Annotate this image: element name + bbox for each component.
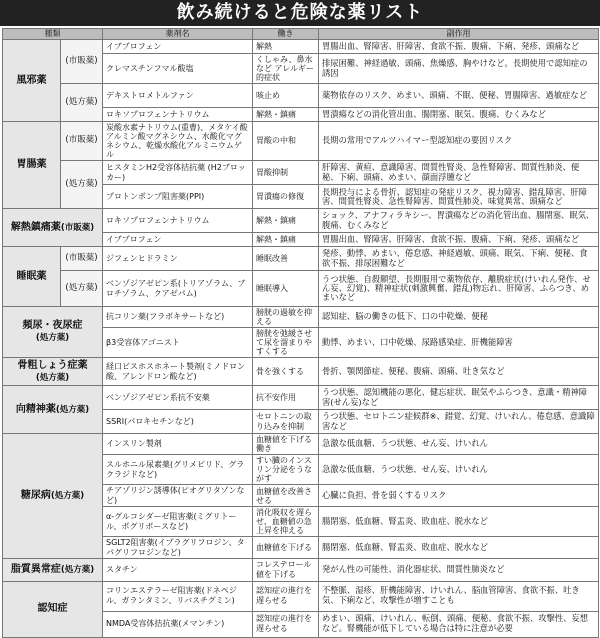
- category-osteo: [3, 358, 103, 386]
- table-row: [3, 358, 599, 386]
- drug-name: ヒスタミンH2受容体拮抗薬 (H2ブロッカー): [103, 161, 253, 185]
- drug-side-effects: 長期の常用でアルツハイマー型認知症の要因リスク: [319, 122, 599, 161]
- table-row: [3, 40, 599, 54]
- drug-action: 血糖値を下げる働き: [253, 434, 319, 455]
- drug-action: 消化吸収を遅らせ、血糖値の急上昇を抑える: [253, 507, 319, 537]
- table-row: [3, 161, 599, 185]
- drug-side-effects: 排尿困難、神経過敏、頭痛、焦燥感、胸やけなど。長期使用で認知症の誘因: [319, 54, 599, 84]
- drug-name: インスリン製剤: [103, 434, 253, 455]
- category-psych: [3, 386, 103, 434]
- drug-action: 睡眠改善: [253, 247, 319, 271]
- category-sub-label: (市販薬): [60, 222, 95, 233]
- drug-name: スタチン: [103, 559, 253, 581]
- drug-side-effects: 腸閉塞、低血糖、腎盂炎、敗血症、脱水など: [319, 537, 599, 559]
- drug-name: β3受容体アゴニスト: [103, 328, 253, 358]
- drug-name: ロキソプロフェンナトリウム: [103, 108, 253, 122]
- table-row: [3, 559, 599, 581]
- header-category: 種類: [3, 29, 103, 40]
- drug-name: プロトンポンプ阻害薬(PPI): [103, 185, 253, 209]
- drug-action: 解熱・鎮痛: [253, 108, 319, 122]
- drug-name: NMDA受容体拮抗薬(メマンチン): [103, 611, 253, 637]
- category-label: 骨粗しょう症薬: [17, 359, 88, 371]
- drug-action: 睡眠導入: [253, 271, 319, 307]
- drug-name: ロキソプロフェンナトリウム: [103, 209, 253, 233]
- drug-side-effects: 胃腸出血、腎障害、肝障害、食欲不振、腹痛、下痢、発疹、頭痛など: [319, 40, 599, 54]
- drug-action: セロトニンの取り込みを抑制: [253, 410, 319, 434]
- drug-side-effects: 肝障害、黄疸、意識障害、間質性腎炎、急性腎障害、間質性肺炎、便秘、下痢、頭痛、めまい、顔面浮腫など: [319, 161, 599, 185]
- drug-name: 経口ビスホスホネート製剤(ミノドロン酸、アレンドロン酸など): [103, 358, 253, 386]
- drug-action: 膀胱の過敏を抑える: [253, 307, 319, 328]
- drug-name: ベンゾジアゼピン系抗不安薬: [103, 386, 253, 410]
- drug-action: コレステロール値を下げる: [253, 559, 319, 581]
- drug-name: スルホニル尿素薬(グリメピリド、グラクラジドなど): [103, 455, 253, 485]
- drug-name: イブプロフェン: [103, 40, 253, 54]
- drug-name: SSRI(パロキセチンなど): [103, 410, 253, 434]
- drug-action: 認知症の進行を遅らせる: [253, 611, 319, 637]
- category-sub-label: (処方薬): [35, 333, 70, 343]
- drug-action: くしゃみ、鼻水など アレルギー的症状: [253, 54, 319, 84]
- drug-name: ベンゾジアゼピン系(トリアゾラム、ブロチゾラム、クアゼパム): [103, 271, 253, 307]
- drug-side-effects: 急激な低血糖、うつ状態、せん妄、けいれん: [319, 434, 599, 455]
- category-cold: 風邪薬: [3, 40, 61, 122]
- header-side-effects: 副作用: [319, 29, 599, 40]
- drug-name: デキストロメトルファン: [103, 84, 253, 108]
- drug-name: SGLT2阻害薬(イプラグリフロジン、タパグリフロジンなど): [103, 537, 253, 559]
- drug-action: 認知症の進行を遅らせる: [253, 581, 319, 611]
- drug-action: 胃酸抑制: [253, 161, 319, 185]
- category-sub-label: (処方薬): [55, 404, 90, 415]
- category-dementia: 認知症: [3, 581, 103, 637]
- drug-side-effects: ショック、アナフィラキシー、胃潰瘍などの消化管出血、腸閉塞、眠気、腹痛、むくみなど: [319, 209, 599, 233]
- category-sub-label: (処方薬): [35, 372, 70, 383]
- table-row: [3, 247, 599, 271]
- header-action: 働き: [253, 29, 319, 40]
- sub-otc: (市販薬): [61, 247, 103, 271]
- table-row: [3, 581, 599, 611]
- sub-otc: (市販薬): [61, 40, 103, 84]
- drug-side-effects: 不整脈、湿疹、肝機能障害、けいれん、脳血管障害、食欲不振、吐き気、下痢など、攻撃性が増すことも: [319, 581, 599, 611]
- sub-otc: (市販薬): [61, 122, 103, 161]
- drug-name: クレマスチンフマル酸塩: [103, 54, 253, 84]
- sub-rx: (処方薬): [61, 161, 103, 209]
- table-row: [3, 209, 599, 233]
- table-row: [3, 434, 599, 455]
- drug-action: 解熱・鎮痛: [253, 209, 319, 233]
- drug-side-effects: うつ状態、セロトニン症候群※、錯覚、幻覚、けいれん、倦怠感、意識障害など: [319, 410, 599, 434]
- drug-side-effects: 発疹、動悸、めまい、倦怠感、神経過敏、頭痛、眠気、下痢、便秘、食欲不振、排尿困難など: [319, 247, 599, 271]
- category-analgesic: [3, 209, 103, 247]
- drug-action: 血糖値を改善させる: [253, 485, 319, 507]
- category-sub-label: (処方薬): [50, 491, 85, 502]
- drug-side-effects: 腸閉塞、低血糖、腎盂炎、敗血症、脱水など: [319, 507, 599, 537]
- drug-action: 血糖値を下げる: [253, 537, 319, 559]
- table-row: [3, 307, 599, 328]
- drug-name: 抗コリン薬(フラボキサートなど): [103, 307, 253, 328]
- category-sleep: 睡眠薬: [3, 247, 61, 307]
- drug-side-effects: めまい、頭痛、けいれん、転倒、頭痛、便秘、食欲不振、攻撃性、妄想など。腎機能が低下している場合は特に注意が必要: [319, 611, 599, 637]
- drug-action: 膀胱を弛緩させて尿を溜まりやすくする: [253, 328, 319, 358]
- drug-side-effects: 胃潰瘍などの消化管出血、腸閉塞、眠気、腹痛、むくみなど: [319, 108, 599, 122]
- drug-side-effects: うつ状態、自殺願望、長期服用で薬物依存、離脱症状(けいれん発作、せん妄、幻覚)、精神症状(刺激興奮、錯乱)物忘れ、肝障害、ふらつき、めまいなど: [319, 271, 599, 307]
- category-sub-label: (処方薬): [60, 564, 95, 575]
- category-label: 糖尿病: [20, 490, 51, 502]
- drug-side-effects: 骨折、顎関節症、便秘、腹痛、頭痛、吐き気など: [319, 358, 599, 386]
- drug-side-effects: 薬物依存のリスク、めまい、頭痛、不眠、便秘、胃腸障害、過敏症など: [319, 84, 599, 108]
- page-title: 飲み続けると危険な薬リスト: [0, 0, 600, 26]
- drug-name: 炭酸水素ナトリウム(重曹)、メタケイ酸アルミン酸マグネシウム、水酸化マグネシウム、乾燥水酸化アルミニウムゲル: [103, 122, 253, 161]
- drug-action: 解熱・鎮痛: [253, 233, 319, 247]
- table-row: [3, 122, 599, 161]
- drug-side-effects: 急激な低血糖、うつ状態、せん妄、けいれん: [319, 455, 599, 485]
- category-urinary: [3, 307, 103, 358]
- table-row: [3, 271, 599, 307]
- drug-side-effects: 胃腸出血、腎障害、肝障害、食欲不振、腹痛、下痢、発疹、頭痛など: [319, 233, 599, 247]
- drug-action: 咳止め: [253, 84, 319, 108]
- sub-rx: (処方薬): [61, 271, 103, 307]
- drug-side-effects: 認知症、脳の働きの低下、口の中乾燥、便秘: [319, 307, 599, 328]
- drug-action: 骨を強くする: [253, 358, 319, 386]
- drug-table: [2, 28, 599, 638]
- category-diabetes: [3, 434, 103, 559]
- header-row: [3, 29, 599, 40]
- table-row: [3, 386, 599, 410]
- drug-action: 胃酸の中和: [253, 122, 319, 161]
- drug-action: すい臓のインスリン分泌をうながす: [253, 455, 319, 485]
- table-row: [3, 84, 599, 108]
- drug-name: コリンエステラーゼ阻害薬(ドネペジル、ガランタミン、リバスチグミン): [103, 581, 253, 611]
- drug-side-effects: 心臓に負担、骨を弱くするリスク: [319, 485, 599, 507]
- category-label: 解熱鎮痛薬: [10, 221, 61, 233]
- header-drug: 薬剤名: [103, 29, 253, 40]
- sub-rx: (処方薬): [61, 84, 103, 122]
- drug-side-effects: うつ状態、認知機能の悪化、健忘症状、眠気やふらつき、意識・精神障害(せん妄)など: [319, 386, 599, 410]
- drug-name: α-グルコシダーゼ阻害薬(ミグリトール、ボグリボースなど): [103, 507, 253, 537]
- drug-action: 胃潰瘍の修復: [253, 185, 319, 209]
- drug-side-effects: 動悸、めまい、口中乾燥、尿路感染症、肝機能障害: [319, 328, 599, 358]
- drug-name: ジフェンヒドラミン: [103, 247, 253, 271]
- drug-side-effects: 長期投与による骨折、認知症の発症リスク、視力障害、錯乱障害、肝障害、間質性腎炎、急性腎障害、間質性肺炎、味覚異常、頭痛など: [319, 185, 599, 209]
- category-label: 頻尿・夜尿症: [22, 320, 83, 331]
- drug-action: 抗不安作用: [253, 386, 319, 410]
- drug-name: チアゾリジン誘導体(ピオグリタゾンなど): [103, 485, 253, 507]
- category-lipid: [3, 559, 103, 581]
- category-label: 向精神薬: [15, 403, 56, 415]
- category-label: 脂質異常症: [10, 563, 61, 575]
- category-stomach: 胃腸薬: [3, 122, 61, 209]
- drug-action: 解熱: [253, 40, 319, 54]
- drug-name: イブプロフェン: [103, 233, 253, 247]
- drug-side-effects: 発がん性の可能性、消化器症状、間質性肺炎など: [319, 559, 599, 581]
